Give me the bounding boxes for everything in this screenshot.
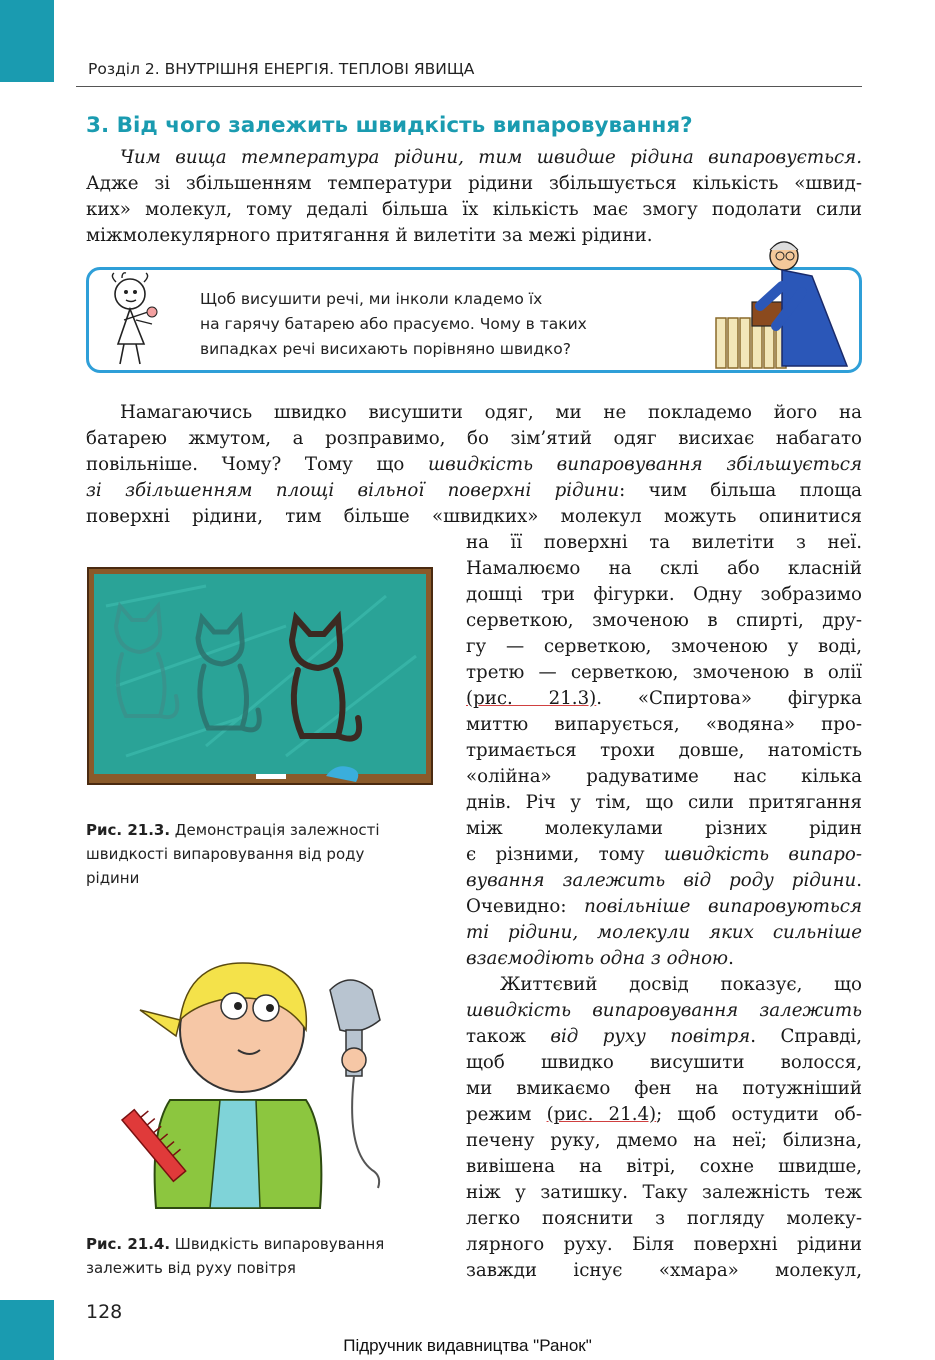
text-line: міжмолекулярного притягання й вилетіти за межі рідини.	[86, 225, 653, 246]
figure-caption-21-4: Рис. 21.4. Швидкість випаровування залежить від руху повітря	[86, 1235, 385, 1277]
text-line: Життєвий досвід показує, що	[500, 974, 862, 995]
question-text: Щоб висушити речі, ми інколи кладемо їх на гарячу батарею або прасуємо. Чому в таких випадках речі висихають порівняно швидко?	[200, 290, 587, 358]
text-line: поверхні рідини, тим більше «швидких» молекул можуть опинитися	[86, 506, 862, 527]
text-line: днів. Річ у тім, що сили притягання	[466, 792, 862, 813]
header-rule	[76, 86, 862, 87]
text-line: вування залежить від роду рідини.	[466, 870, 862, 891]
text-line: ми вмикаємо фен на потужніший	[466, 1078, 862, 1099]
text-line: взаємодіють одна з одною.	[466, 948, 734, 969]
text-line: режим (рис. 21.4); щоб остудити об-	[466, 1104, 862, 1125]
figure-caption-21-3: Рис. 21.3. Демонстрація залежності швидкості випаровування від роду рідини	[86, 821, 380, 887]
text-line: печену руку, дмемо на неї; білизна,	[466, 1130, 862, 1151]
text-line: третю — серветкою, змоченою в олії	[466, 662, 862, 683]
text-line: повільніше. Чому? Тому що швидкість випаровування збільшується	[86, 454, 862, 475]
girl-thinking-icon	[100, 272, 168, 370]
text-line: дошці три фігурки. Одну зобразимо	[466, 584, 862, 605]
text-line: також від руху повітря. Справді,	[466, 1026, 863, 1047]
text-line: батарею жмутом, а розправимо, бо зім’ятий одяг висихає набагато	[86, 428, 862, 449]
text-line: (рис. 21.3). «Спиртова» фігурка	[466, 688, 863, 709]
figure-reference-link[interactable]: (рис. 21.4)	[546, 1104, 657, 1125]
text-line: гу — серветкою, змоченою у воді,	[466, 636, 862, 657]
text-line: є різними, тому швидкість випаро-	[466, 844, 862, 865]
running-header: Розділ 2. ВНУТРІШНЯ ЕНЕРГІЯ. ТЕПЛОВІ ЯВИЩА	[88, 60, 475, 78]
text-line: на її поверхні та вилетіти з неї.	[466, 532, 862, 553]
page-number: 128	[86, 1301, 123, 1323]
publisher-footer: Підручник видавництва "Ранок"	[343, 1336, 592, 1355]
text-line: Намагаючись швидко висушити одяг, ми не покладемо його на	[120, 402, 862, 423]
man-with-radiator-illustration	[712, 236, 862, 372]
text-line: Чим вища температура рідини, тим швидше рідина випаровується.	[120, 147, 862, 168]
section-heading: 3. Від чого залежить швидкість випаровування?	[86, 113, 693, 138]
text-line: щоб швидко висушити волосся,	[466, 1052, 862, 1073]
text-line: легко пояснити з погляду молеку-	[466, 1208, 862, 1229]
text-line: завжди існує «хмара» молекул,	[466, 1260, 862, 1281]
text-line: ких» молекул, тому дедалі більша їх кількість має змогу подолати сили	[86, 199, 862, 220]
text-line: Очевидно: повільніше випаровуються	[466, 896, 862, 917]
text-line: серветкою, змоченою в спирті, дру-	[466, 610, 862, 631]
text-line: тримається трохи довше, натомість	[466, 740, 862, 761]
text-line: «олійна» радуватиме нас кілька	[466, 766, 862, 787]
text-line: ті рідини, молекули яких сильніше	[466, 922, 862, 943]
top-color-tab	[0, 0, 54, 82]
text-line: вивішена на вітрі, сохне швидше,	[466, 1156, 862, 1177]
text-line: ніж у затишку. Таку залежність теж	[466, 1182, 862, 1203]
text-line: лярного руху. Біля поверхні рідини	[466, 1234, 862, 1255]
text-line: швидкість випаровування залежить	[466, 1000, 862, 1021]
text-line: Намалюємо на склі або класній	[466, 558, 862, 579]
girl-with-hairdryer-illustration	[110, 950, 410, 1210]
text-line: між молекулами різних рідин	[466, 818, 862, 839]
chalkboard-illustration	[86, 566, 434, 792]
figure-reference-link[interactable]: (рис. 21.3)	[466, 688, 597, 709]
text-line: Адже зі збільшенням температури рідини збільшується кількість «швид-	[86, 173, 862, 194]
text-line: миттю випарується, «водяна» про-	[466, 714, 862, 735]
text-line: зі збільшенням площі вільної поверхні рідини: чим більша площа	[86, 480, 862, 501]
